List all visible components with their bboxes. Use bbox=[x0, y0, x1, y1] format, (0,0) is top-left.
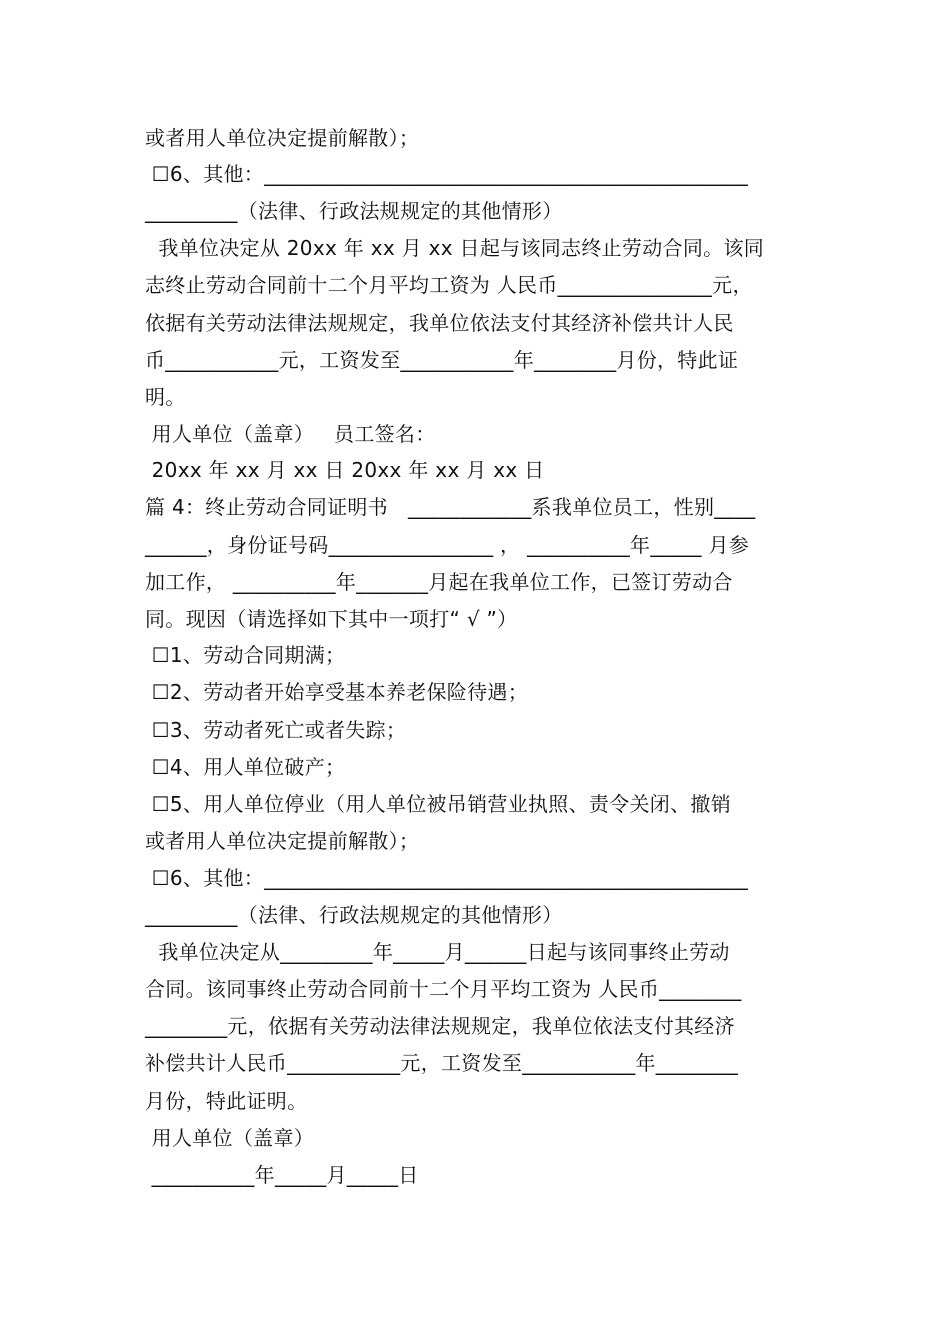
checkbox-option-5: ☐5、用人单位停业（用人单位被吊销营业执照、责令关闭、撤销 bbox=[145, 792, 732, 816]
checkbox-option-3: ☐3、劳动者死亡或者失踪； bbox=[145, 718, 407, 742]
text-line: _________（法律、行政法规规定的其他情形） bbox=[145, 903, 563, 927]
text-line: 我单位决定从_________年_____月______日起与该同事终止劳动 bbox=[145, 940, 730, 964]
text-line: 月份，特此证明。 bbox=[145, 1089, 308, 1113]
checkbox-option-2: ☐2、劳动者开始享受基本养老保险待遇； bbox=[145, 680, 529, 704]
text-line: 同。现因（请选择如下其中一项打“ √ ”） bbox=[145, 607, 518, 631]
signature-line: 用人单位（盖章） bbox=[145, 1126, 315, 1150]
text-line: ________元，依据有关劳动法律法规规定，我单位依法支付其经济 bbox=[145, 1014, 735, 1038]
text-line: 加工作， __________年_______月起在我单位工作，已签订劳动合 bbox=[145, 570, 733, 594]
text-line: 依据有关劳动法律法规规定，我单位依法支付其经济补偿共计人民 bbox=[145, 311, 734, 335]
section-heading: 篇 4：终止劳动合同证明书 ____________系我单位员工，性别____ bbox=[145, 495, 756, 519]
text-line: ______，身份证号码________________ ， __________年_____ 月参 bbox=[145, 533, 750, 557]
text-line: 币___________元，工资发至___________年________月份，特此证 bbox=[145, 348, 739, 372]
text-line: 志终止劳动合同前十二个月平均工资为 人民币_______________元， bbox=[145, 273, 753, 297]
text-line: 或者用人单位决定提前解散）； bbox=[145, 126, 420, 150]
text-line: 我单位决定从 20xx 年 xx 月 xx 日起与该同志终止劳动合同。该同 bbox=[145, 236, 765, 260]
date-line: 20xx 年 xx 月 xx 日 20xx 年 xx 月 xx 日 bbox=[145, 458, 545, 482]
date-line: __________年_____月_____日 bbox=[145, 1163, 419, 1187]
checkbox-option-6: ☐6、其他：_______________________________________________ bbox=[145, 866, 749, 890]
checkbox-option-4: ☐4、用人单位破产； bbox=[145, 755, 346, 779]
text-line: 补偿共计人民币___________元，工资发至___________年________ bbox=[145, 1051, 739, 1075]
checkbox-option-1: ☐1、劳动合同期满； bbox=[145, 643, 346, 667]
text-line: 明。 bbox=[145, 385, 186, 409]
text-line: 或者用人单位决定提前解散）； bbox=[145, 829, 420, 853]
checkbox-option-6: ☐6、其他：_______________________________________________ bbox=[145, 162, 749, 186]
signature-line: 用人单位（盖章） 员工签名： bbox=[145, 422, 436, 446]
text-line: 合同。该同事终止劳动合同前十二个月平均工资为 人民币________ bbox=[145, 977, 742, 1001]
text-line: _________（法律、行政法规规定的其他情形） bbox=[145, 199, 563, 223]
